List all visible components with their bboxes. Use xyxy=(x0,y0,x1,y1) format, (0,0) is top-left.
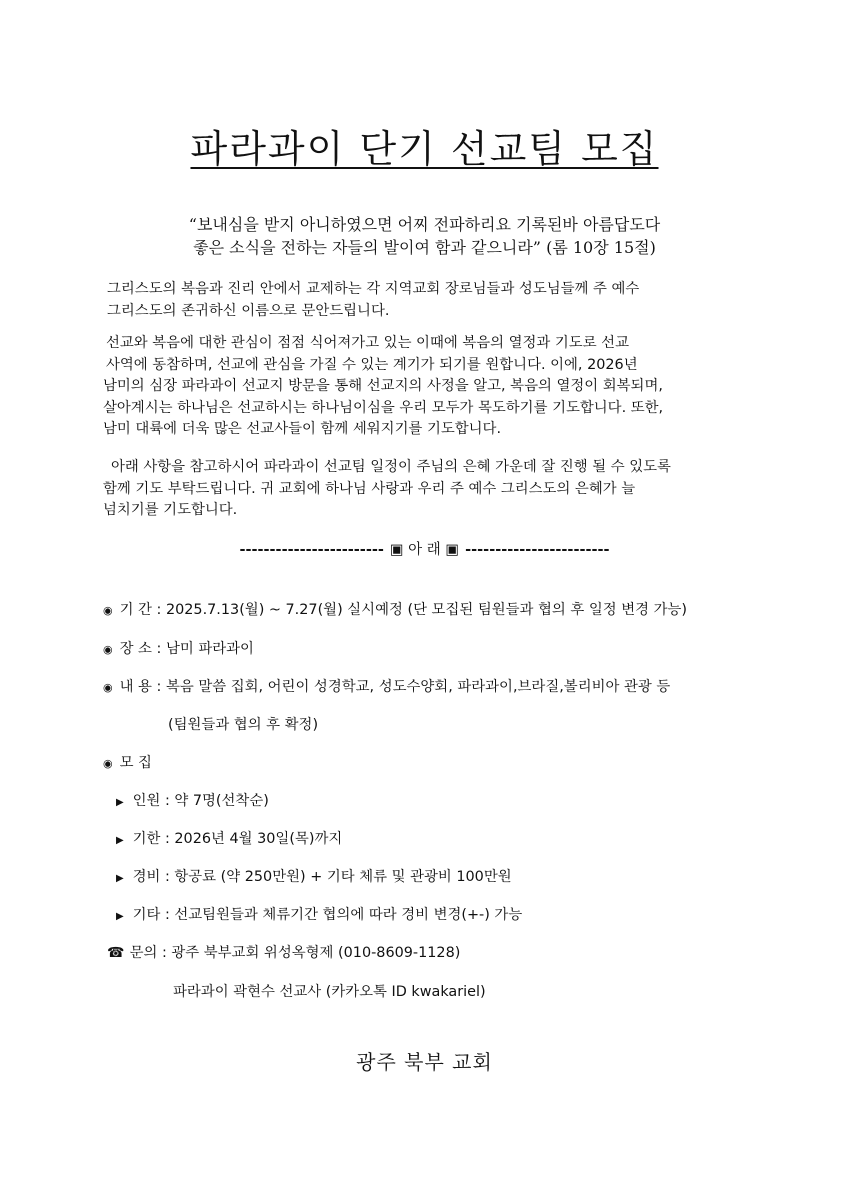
paragraph-line: 그리스도의 존귀하신 이름으로 문안드립니다. xyxy=(107,302,390,319)
triangle-icon: ▶ xyxy=(116,835,124,846)
deadline-text: 기한 : 2026년 4월 30일(목)까지 xyxy=(132,831,343,847)
recruit-text: 모 집 xyxy=(119,755,152,771)
paragraph-line: 함께 기도 부탁드립니다. 귀 교회에 하나님 사랑과 우리 주 예수 그리스도의 은혜가 늘 xyxy=(103,480,636,497)
bullet-icon: ◉ xyxy=(103,604,113,617)
period-item xyxy=(103,598,687,619)
page-title: 파라과이 단기 선교팀 모집 xyxy=(190,127,659,171)
paragraph-line: 선교와 복음에 대한 관심이 점점 식어져가고 있는 이때에 복음의 열정과 기도로 선교 xyxy=(106,335,629,351)
etc-item xyxy=(116,903,522,924)
paragraph-line: 남미의 심장 파라과이 선교지 방문을 통해 선교지의 사정을 알고, 복음의 열정이 회복되며, xyxy=(103,378,663,394)
content-text: 내 용 : 복음 말씀 집회, 어린이 성경학교, 성도수양회, 파라과이,브라질,볼리비아 관광 등 xyxy=(119,679,671,695)
separator-heading: ▣ 아 래 ▣ xyxy=(389,542,460,558)
bullet-icon: ◉ xyxy=(103,681,113,694)
content-item xyxy=(103,675,670,696)
triangle-icon: ▶ xyxy=(116,797,124,808)
paragraph-line: 넘치기를 기도합니다. xyxy=(103,502,238,518)
triangle-icon: ▶ xyxy=(116,873,124,884)
paragraph-line: 아래 사항을 참고하시어 파라과이 선교팀 일정이 주님의 은혜 가운데 잘 진행 될 수 있도록 xyxy=(111,459,671,475)
paragraph-line: 사역에 동참하며, 선교에 관심을 가질 수 있는 계기가 되기를 원합니다. 이에, 2026년 xyxy=(106,356,638,373)
place-text: 장 소 : 남미 파라과이 xyxy=(119,641,254,657)
place-item xyxy=(103,637,254,658)
prayer-paragraph xyxy=(103,457,671,522)
phone-icon: ☎ xyxy=(107,945,125,961)
separator-dashes-left: ------------------------ xyxy=(239,542,384,558)
contact-text: 문의 : 광주 북부교회 위성옥형제 (010-8609-1128) xyxy=(129,945,461,961)
bible-verse-line-1: “보내심을 받지 아니하였으면 어찌 전파하리요 기록된바 아름답도다 xyxy=(188,215,661,234)
greeting-paragraph xyxy=(107,279,639,322)
bible-verse-line-2: 좋은 소식을 전하는 자들의 발이여 함과 같으니라” (롬 10장 15절) xyxy=(193,238,656,257)
period-text: 기 간 : 2025.7.13(월) ~ 7.27(월) 실시예정 (단 모집된 팀원들과 협의 후 일정 변경 가능) xyxy=(119,602,688,618)
recruit-item xyxy=(103,751,152,772)
cost-text: 경비 : 항공료 (약 250만원) + 기타 체류 및 관광비 100만원 xyxy=(132,869,512,885)
etc-text: 기타 : 선교팀원들과 체류기간 협의에 따라 경비 변경(+-) 가능 xyxy=(132,907,523,923)
paragraph-line: 살아계시는 하나님은 선교하시는 하나님이심을 우리 모두가 목도하기를 기도합니다. 또한, xyxy=(103,399,664,416)
separator-dashes-right: ------------------------ xyxy=(465,542,610,558)
cost-item xyxy=(116,865,512,886)
contact-item xyxy=(107,941,460,962)
bullet-icon: ◉ xyxy=(103,757,113,770)
paragraph-line: 남미 대륙에 더욱 많은 선교사들이 함께 세워지기를 기도합니다. xyxy=(103,421,502,437)
deadline-item xyxy=(116,827,342,848)
members-text: 인원 : 약 7명(선착순) xyxy=(132,793,269,809)
triangle-icon: ▶ xyxy=(116,911,124,922)
members-item xyxy=(116,789,269,810)
paragraph-line: 그리스도의 복음과 진리 안에서 교제하는 각 지역교회 장로님들과 성도님들께 주 예수 xyxy=(107,281,640,297)
content-note: (팀원들과 협의 후 확정) xyxy=(168,717,319,733)
purpose-paragraph xyxy=(103,333,663,441)
section-separator xyxy=(0,538,849,559)
contact-missionary: 파라과이 곽현수 선교사 (카카오톡 ID kwakariel) xyxy=(173,984,486,1000)
bullet-icon: ◉ xyxy=(103,643,113,656)
church-name-footer: 광주 북부 교회 xyxy=(356,1050,493,1074)
